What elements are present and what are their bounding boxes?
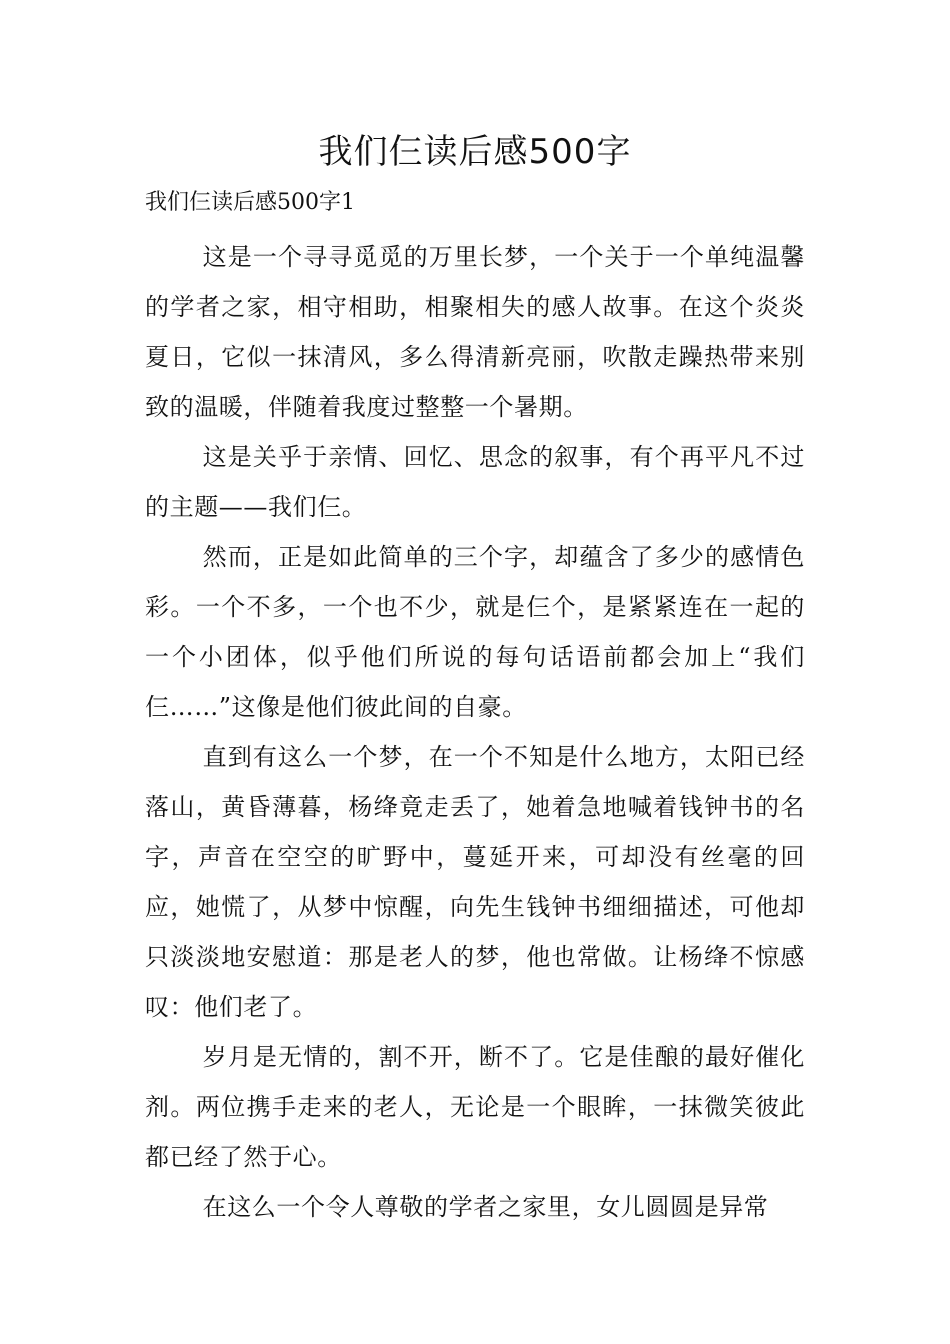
paragraph-5: 岁月是无情的，割不开，断不了。它是佳酿的最好催化剂。两位携手走来的老人，无论是一个眼眸，一抹微笑彼此都已经了然于心。 <box>145 1043 805 1171</box>
section-subtitle: 我们仨读后感500字1 <box>145 190 355 215</box>
paragraph-1: 这是一个寻寻觅觅的万里长梦，一个关于一个单纯温馨的学者之家，相守相助，相聚相失的感人故事。在这个炎炎夏日，它似一抹清风，多么得清新亮丽，吹散走躁热带来别致的温暖，伴随着我度过整整一个暑期。 <box>145 243 805 421</box>
paragraph-3: 然而，正是如此简单的三个字，却蕴含了多少的感情色彩。一个不多，一个也不少，就是仨个，是紧紧连在一起的一个小团体，似乎他们所说的每句话语前都会加上“我们仨……”这像是他们彼此间的自豪。 <box>145 543 805 721</box>
paragraph-4: 直到有这么一个梦，在一个不知是什么地方，太阳已经落山，黄昏薄暮，杨绛竟走丢了，她着急地喊着钱钟书的名字，声音在空空的旷野中，蔓延开来，可却没有丝毫的回应，她慌了，从梦中惊醒，向先生钱钟书细细描述，可他却只淡淡地安慰道：那是老人的梦，他也常做。让杨绛不惊感叹：他们老了。 <box>145 743 805 1021</box>
paragraph-2: 这是关乎于亲情、回忆、思念的叙事，有个再平凡不过的主题——我们仨。 <box>145 443 805 521</box>
paragraph-6: 在这么一个令人尊敬的学者之家里，女儿圆圆是异常 <box>202 1193 769 1221</box>
document-title: 我们仨读后感500字 <box>318 132 632 172</box>
